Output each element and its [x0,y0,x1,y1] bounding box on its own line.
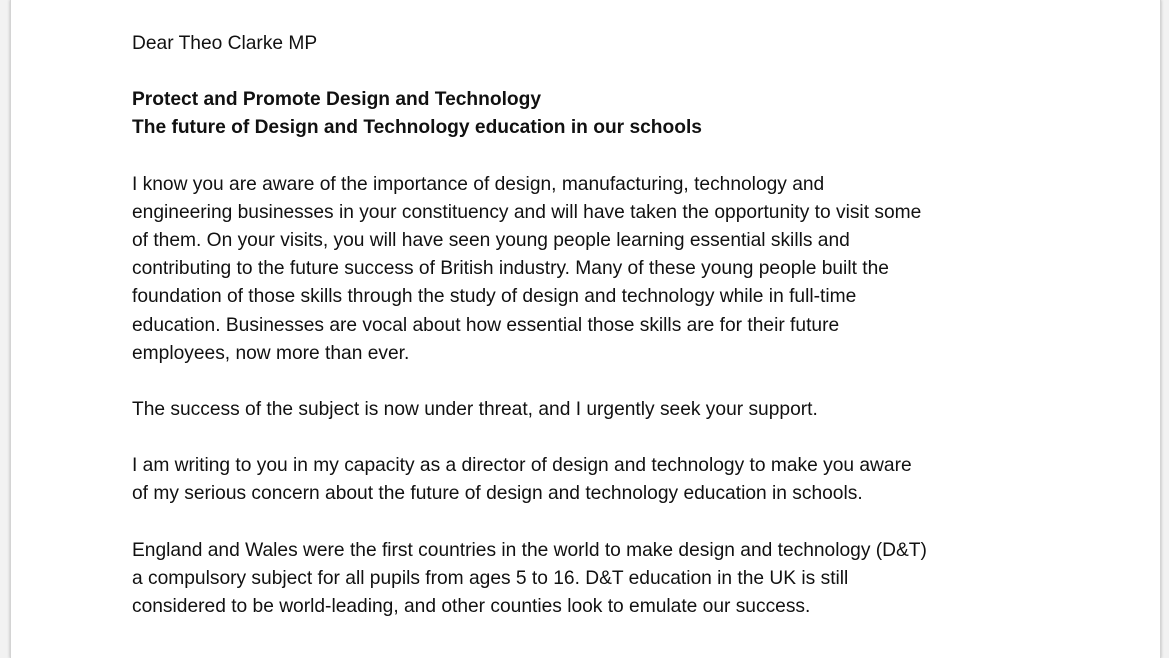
letter-heading [132,86,1142,142]
paragraph-3 [132,452,1142,508]
heading-line-2: The future of Design and Technology education in our schools [132,117,702,139]
paragraph-line: foundation of those skills through the study of design and technology while in full-time [132,286,857,308]
paragraph-line: contributing to the future success of British industry. Many of these young people built the [132,258,889,280]
heading-line-1: Protect and Promote Design and Technology [132,89,542,111]
paragraph-line: engineering businesses in your constituency and will have taken the opportunity to visit some [132,201,922,223]
paragraph-line: I am writing to you in my capacity as a director of design and technology to make you aware [132,455,912,477]
paragraph-line: considered to be world-leading, and other counties look to emulate our success. [132,596,811,618]
paragraph-line: of my serious concern about the future of design and technology education in schools. [132,483,863,505]
paragraph-line: a compulsory subject for all pupils from ages 5 to 16. D&T education in the UK is still [132,567,849,589]
salutation: Dear Theo Clarke MP [132,33,318,54]
paragraph-line: education. Businesses are vocal about how essential those skills are for their future [132,314,840,336]
paragraph-2 [132,396,1142,424]
document-page [10,0,1161,658]
paragraph-line: The success of the subject is now under threat, and I urgently seek your support. [132,399,818,421]
paragraph-4 [132,537,1142,622]
paragraph-line: England and Wales were the first countries in the world to make design and technology (D&T) [132,539,927,561]
paragraph-line: I know you are aware of the importance of design, manufacturing, technology and [132,173,825,195]
letter-body [132,30,1142,649]
paragraph-1 [132,171,1142,368]
paragraph-line: of them. On your visits, you will have seen young people learning essential skills and [132,230,850,252]
paragraph-line: employees, now more than ever. [132,342,410,364]
